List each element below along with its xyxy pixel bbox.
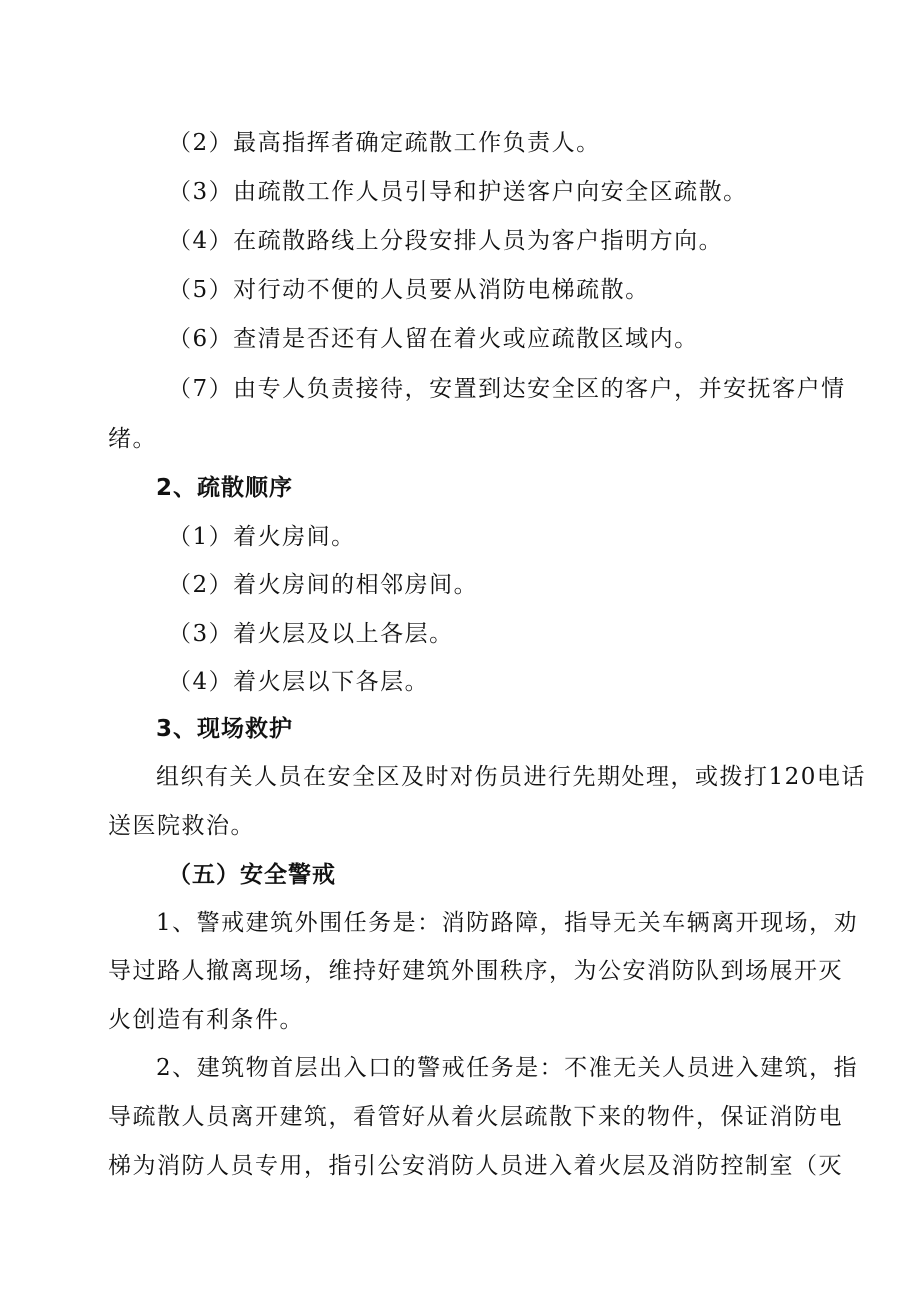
security-p2-line-2: 导疏散人员离开建筑，看管好从着火层疏散下来的物件，保证消防电 — [108, 1104, 843, 1130]
step-7-line-1: （7）由专人负责接待，安置到达安全区的客户，并安抚客户情 — [168, 376, 846, 402]
step-5: （5）对行动不便的人员要从消防电梯疏散。 — [168, 277, 650, 303]
order-item-2: （2）着火房间的相邻房间。 — [168, 572, 479, 598]
step-4: （4）在疏散路线上分段安排人员为客户指明方向。 — [168, 228, 724, 254]
security-p1-line-2: 导过路人撤离现场，维持好建筑外围秩序，为公安消防队到场展开灭 — [108, 958, 843, 984]
step-2: （2）最高指挥者确定疏散工作负责人。 — [168, 130, 601, 156]
security-p2-line-1: 2、建筑物首层出入口的警戒任务是：不准无关人员进入建筑，指 — [156, 1055, 859, 1081]
rescue-heading: 3、现场救护 — [156, 716, 294, 742]
step-7-line-2: 绪。 — [108, 426, 157, 452]
security-heading: （五）安全警戒 — [168, 862, 336, 888]
rescue-line-1: 组织有关人员在安全区及时对伤员进行先期处理，或拨打120电话 — [156, 764, 866, 790]
security-p1-line-3: 火创造有利条件。 — [108, 1007, 304, 1033]
security-p1-line-1: 1、警戒建筑外围任务是：消防路障，指导无关车辆离开现场，劝 — [156, 910, 859, 936]
step-6: （6）查清是否还有人留在着火或应疏散区域内。 — [168, 326, 699, 352]
rescue-line-2: 送医院救治。 — [108, 813, 255, 839]
order-item-1: （1）着火房间。 — [168, 524, 356, 550]
security-p2-line-3: 梯为消防人员专用，指引公安消防人员进入着火层及消防控制室（灭 — [108, 1153, 843, 1179]
evacuation-order-heading: 2、疏散顺序 — [156, 475, 294, 501]
order-item-4: （4）着火层以下各层。 — [168, 669, 430, 695]
order-item-3: （3）着火层及以上各层。 — [168, 621, 454, 647]
step-3: （3）由疏散工作人员引导和护送客户向安全区疏散。 — [168, 179, 748, 205]
